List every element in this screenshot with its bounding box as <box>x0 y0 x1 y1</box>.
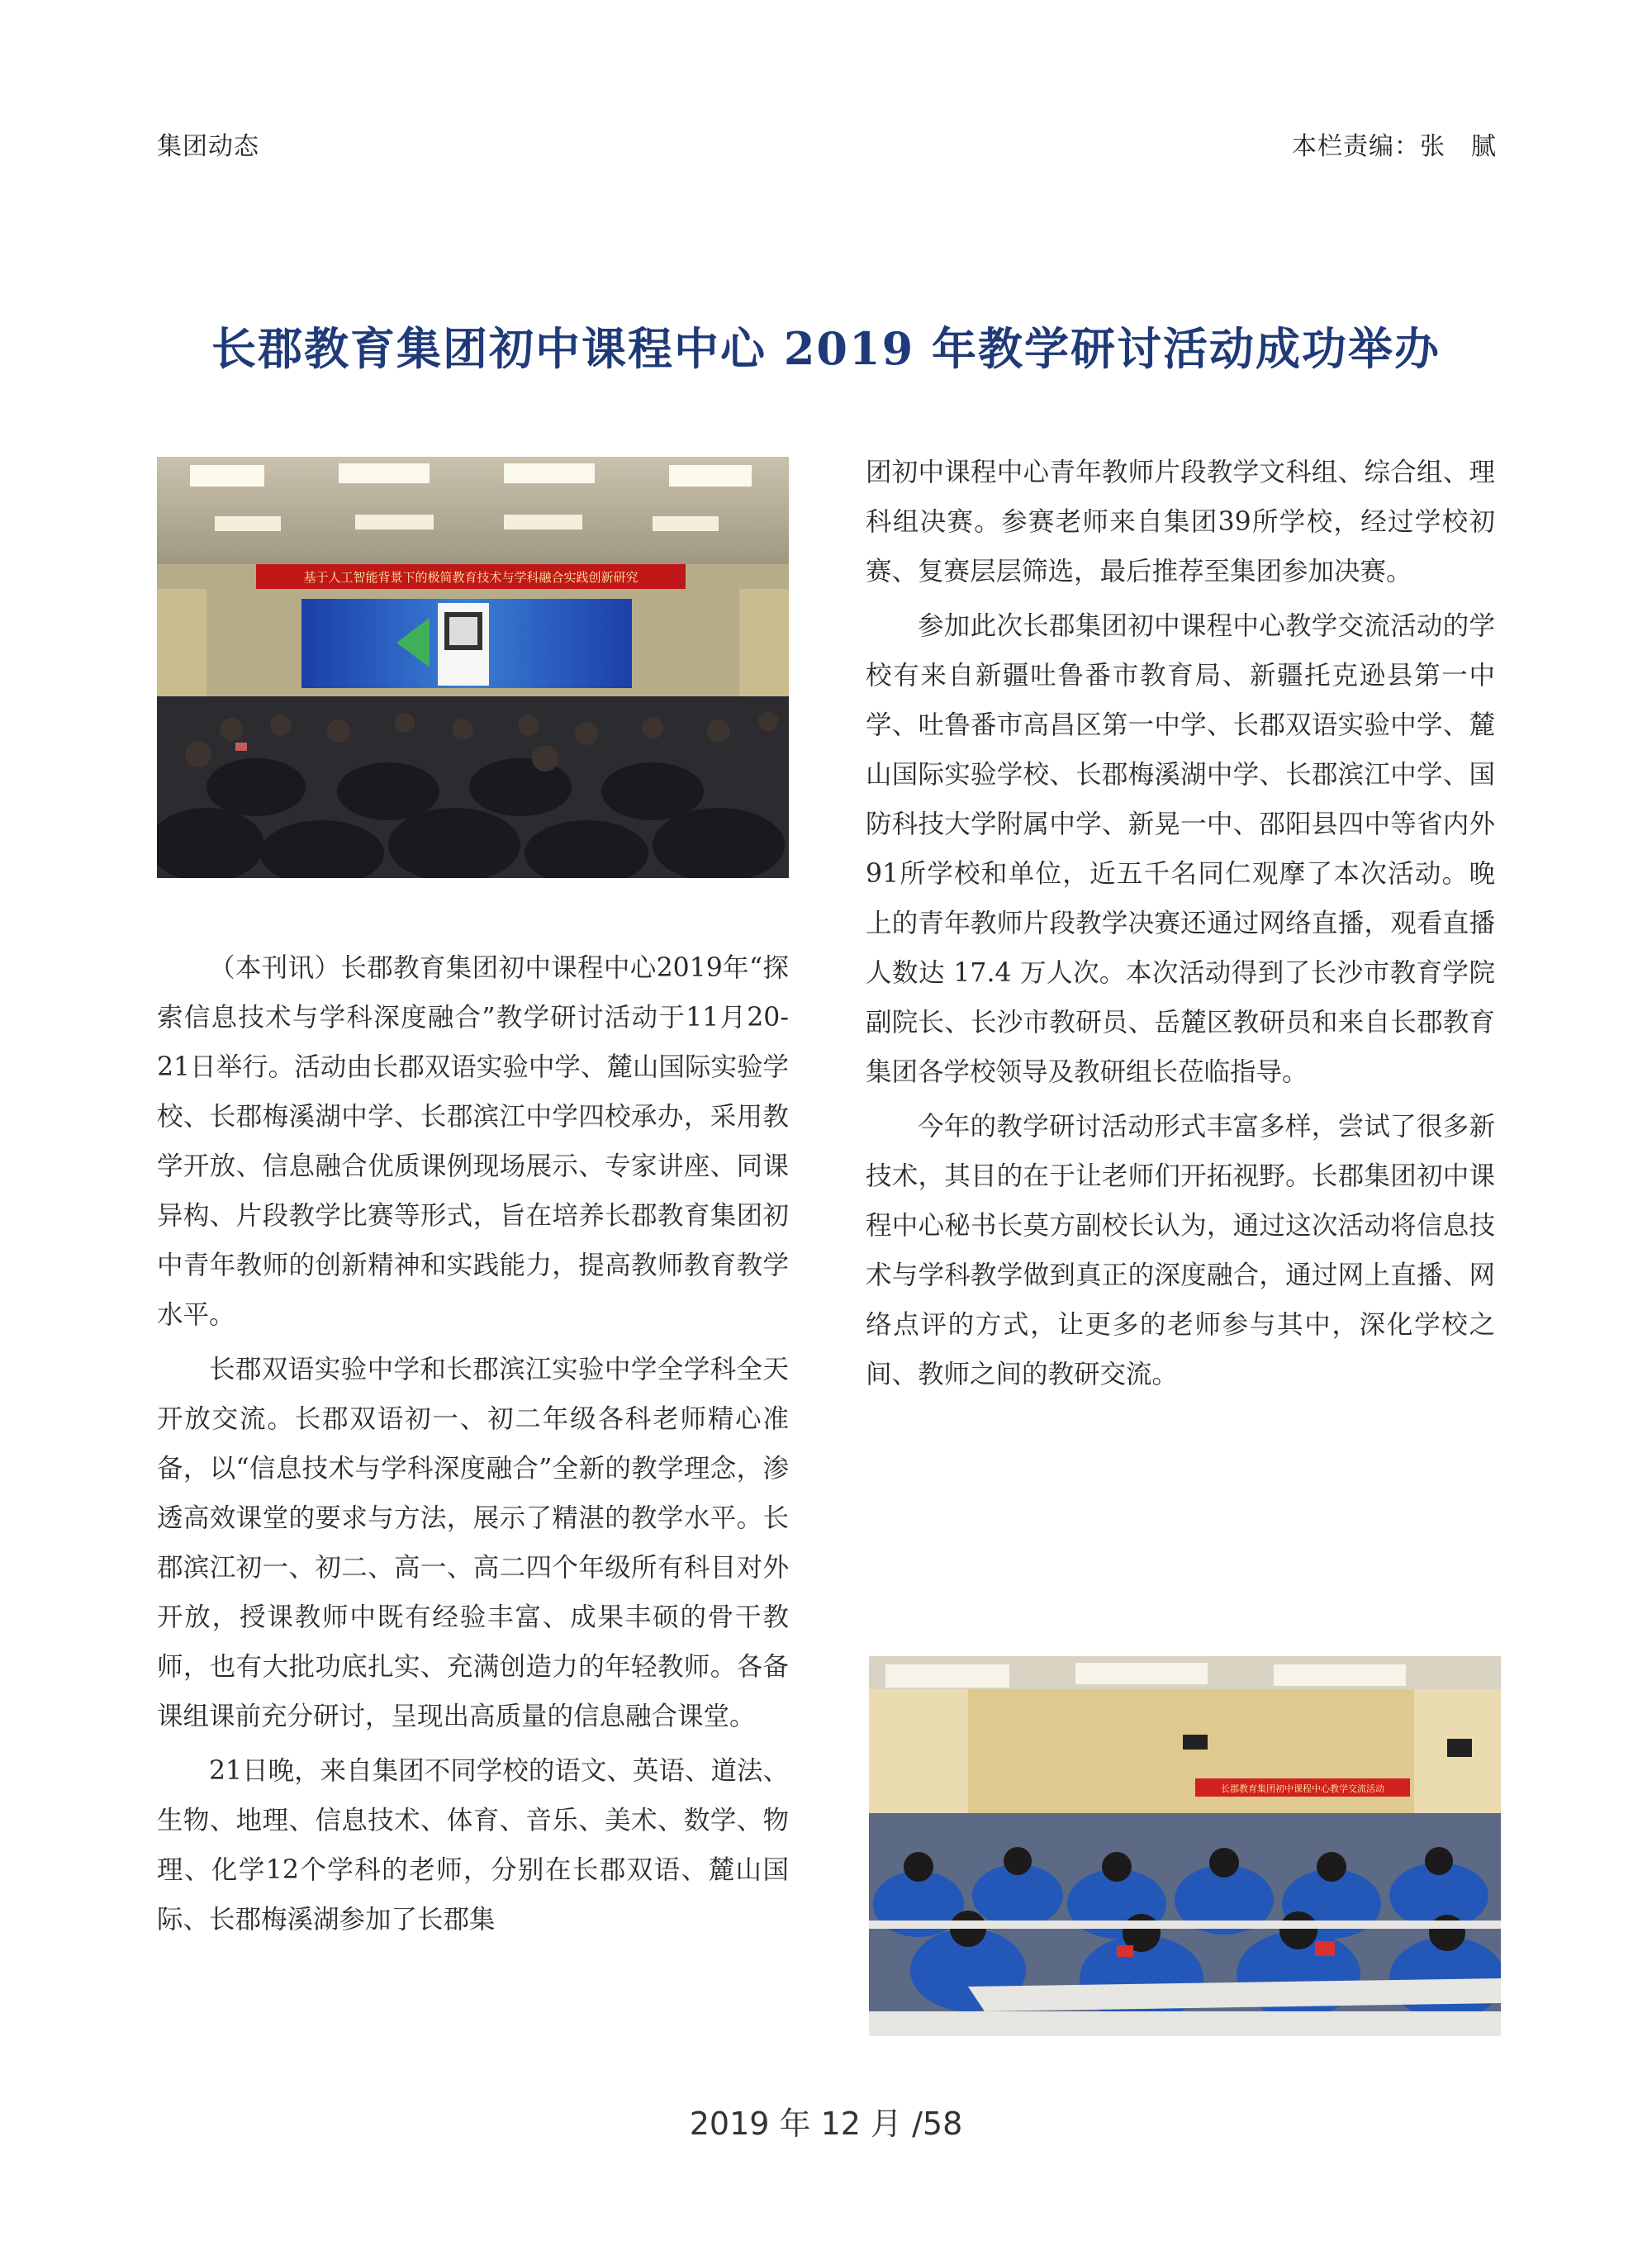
paragraph: 团初中课程中心青年教师片段教学文科组、综合组、理科组决赛。参赛老师来自集团39所学校，经过学校初赛、复赛层层筛选，最后推荐至集团参加决赛。 <box>866 458 1495 586</box>
paragraph: 长郡双语实验中学和长郡滨江实验中学全学科全天开放交流。长郡双语初一、初二年级各科老师精心准备，以“信息技术与学科深度融合”全新的教学理念，渗透高效课堂的要求与方法，展示了精湛的教学水平。长郡滨江初一、初二、高一、高二四个年级所有科目对外开放，授课教师中既有经验丰富、成果丰硕的骨干教师，也有大批功底扎实、充满创造力的年轻教师。各备课组课前充分研讨，呈现出高质量的信息融合课堂。 <box>157 1355 789 1731</box>
classroom-photo <box>869 1656 1501 2036</box>
paragraph: 参加此次长郡集团初中课程中心教学交流活动的学校有来自新疆吐鲁番市教育局、新疆托克逊县第一中学、吐鲁番市高昌区第一中学、长郡双语实验中学、麓山国际实验学校、长郡梅溪湖中学、长郡滨江中学、国防科技大学附属中学、新晃一中、邵阳县四中等省内外91所学校和单位，近五千名同仁观摩了本次活动。晚上的青年教师片段教学决赛还通过网络直播，观看直播人数达 17.4 万人次。本次活动得到了长沙市教育学院副院长、长沙市教研员、岳麓区教研员和来自长郡教育集团各学校领导及教研组长莅临指导。 <box>866 611 1495 1087</box>
editor-label: 本栏责编：张 腻 <box>1292 132 1497 161</box>
paragraph: 21日晚，来自集团不同学校的语文、英语、道法、生物、地理、信息技术、体育、音乐、美术、数学、物理、化学12个学科的老师，分别在长郡双语、麓山国际、长郡梅溪湖参加了长郡集 <box>157 1756 789 1935</box>
article-title: 长郡教育集团初中课程中心 2019 年教学研讨活动成功举办 <box>211 322 1441 375</box>
article-body-left-column <box>157 943 789 1949</box>
paragraph: 今年的教学研讨活动形式丰富多样，尝试了很多新技术，其目的在于让老师们开拓视野。长郡集团初中课程中心秘书长莫方副校长认为，通过这次活动将信息技术与学科教学做到真正的深度融合，通过网上直播、网络点评的方式，让更多的老师参与其中，深化学校之间、教师之间的教研交流。 <box>866 1112 1495 1389</box>
section-label: 集团动态 <box>157 132 259 161</box>
page-footer: 2019 年 12 月 /58 <box>689 2106 963 2142</box>
paragraph: （本刊讯）长郡教育集团初中课程中心2019年“探索信息技术与学科深度融合”教学研讨活动于11月20-21日举行。活动由长郡双语实验中学、麓山国际实验学校、长郡梅溪湖中学、长郡滨江中学四校承办，采用教学开放、信息融合优质课例现场展示、专家讲座、同课异构、片段教学比赛等形式，旨在培养长郡教育集团初中青年教师的创新精神和实践能力，提高教师教育教学水平。 <box>157 953 789 1330</box>
conference-hall-photo <box>157 457 789 878</box>
photo2-banner-text: 长郡教育集团初中课程中心教学交流活动 <box>1221 1783 1384 1794</box>
article-body-right-column <box>866 448 1495 1404</box>
photo1-banner-text: 基于人工智能背景下的极简教育技术与学科融合实践创新研究 <box>303 570 638 585</box>
